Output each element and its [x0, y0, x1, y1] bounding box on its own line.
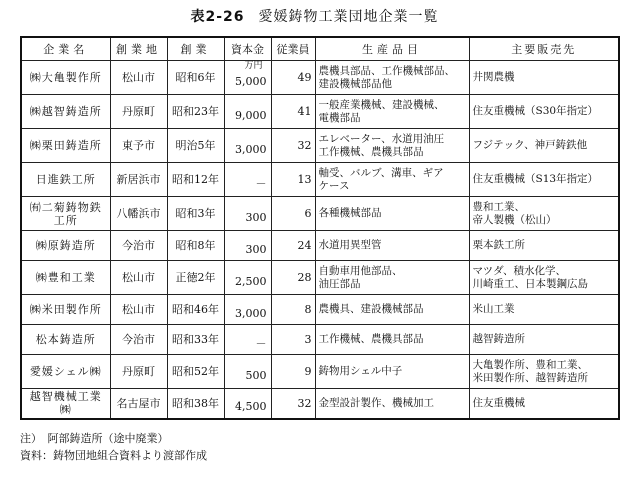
founding-location: 松山市 — [110, 295, 167, 325]
capital-cell — [224, 197, 271, 231]
founding-year: 昭和8年 — [167, 231, 224, 261]
product-line: 油圧部品 — [318, 277, 361, 290]
founding-location: 松山市 — [110, 261, 167, 295]
header-capital: 資本金 — [224, 37, 271, 61]
employee-count: 28 — [271, 261, 315, 295]
product-line: 工作機械、農機具部品 — [318, 145, 424, 158]
employee-count: 41 — [271, 95, 315, 129]
employee-count: 6 — [271, 197, 315, 231]
header-founded: 創業 — [167, 37, 224, 61]
founding-year: 昭和3年 — [167, 197, 224, 231]
capital-cell — [224, 325, 271, 355]
header-customers: 主要販売先 — [469, 37, 619, 61]
header-products: 生産品目 — [315, 37, 469, 61]
founding-year: 正徳2年 — [167, 261, 224, 295]
founding-location: 丹原町 — [110, 95, 167, 129]
products-cell — [315, 355, 469, 389]
table-row — [21, 261, 619, 295]
founding-location: 名古屋市 — [110, 389, 167, 419]
founding-year: 明治5年 — [167, 129, 224, 163]
capital-value: 4,500 — [235, 400, 267, 414]
customers-cell — [469, 261, 619, 295]
products-cell — [315, 61, 469, 95]
customers-cell — [469, 163, 619, 197]
employee-count: 32 — [271, 389, 315, 419]
founding-year: 昭和33年 — [167, 325, 224, 355]
table-row — [21, 325, 619, 355]
table-row — [21, 197, 619, 231]
employee-count: 9 — [271, 355, 315, 389]
product-line: 軸受、バルブ、溝車、ギア — [318, 166, 444, 179]
customer-line: 住友重機械（S30年指定） — [472, 105, 599, 117]
customer-line: 豊和工業、 — [472, 200, 525, 213]
customer-line: 住友重機械 — [472, 396, 525, 409]
product-line: 鋳物用シェル中子 — [318, 365, 403, 377]
products-cell — [315, 95, 469, 129]
customers-cell — [469, 197, 619, 231]
company-name: 愛媛シェル㈱ — [21, 355, 110, 389]
notes — [20, 430, 207, 464]
table-caption: 愛媛鋳物工業団地企業一覧 — [258, 9, 439, 25]
product-line: 金型設計製作、機械加工 — [318, 396, 434, 409]
capital-value: 3,000 — [235, 306, 267, 320]
employee-count: 8 — [271, 295, 315, 325]
products-cell — [315, 197, 469, 231]
product-line: 農機具部品、工作機械部品、 — [318, 64, 455, 77]
capital-cell — [224, 95, 271, 129]
capital-value: 500 — [245, 368, 267, 382]
header-location: 創業地 — [110, 37, 167, 61]
table-row — [21, 295, 619, 325]
employee-count: 13 — [271, 163, 315, 197]
table-row — [21, 61, 619, 95]
customer-line: 越智鋳造所 — [472, 333, 525, 345]
capital-value: 2,500 — [235, 274, 267, 288]
capital-value: － — [255, 176, 267, 190]
capital-cell — [224, 231, 271, 261]
note-line: 注） 阿部鋳造所（途中廃業） — [20, 432, 169, 445]
products-cell — [315, 295, 469, 325]
capital-cell — [224, 355, 271, 389]
products-cell — [315, 163, 469, 197]
customers-cell — [469, 325, 619, 355]
customer-line: 栗本鉄工所 — [472, 239, 525, 251]
customer-line: 米山工業 — [472, 303, 515, 315]
founding-location: 松山市 — [110, 61, 167, 95]
capital-value: 300 — [245, 210, 267, 224]
company-name: ㈱豊和工業 — [21, 261, 110, 295]
customer-line: 帝人製機（松山） — [472, 213, 557, 226]
founding-location: 丹原町 — [110, 355, 167, 389]
customer-line: 川崎重工、日本製鋼広島 — [472, 277, 588, 290]
table-row — [21, 129, 619, 163]
products-cell — [315, 129, 469, 163]
founding-year: 昭和52年 — [167, 355, 224, 389]
capital-cell — [224, 61, 271, 95]
customers-cell — [469, 61, 619, 95]
capital-cell — [224, 389, 271, 419]
customers-cell — [469, 355, 619, 389]
product-line: 農機具、建設機械部品 — [318, 303, 424, 315]
table-row — [21, 355, 619, 389]
customer-line: 住友重機械（S13年指定） — [472, 173, 599, 185]
header-row — [21, 37, 619, 61]
capital-value: 3,000 — [235, 142, 267, 156]
product-line: 一般産業機械、建設機械、 — [318, 98, 445, 111]
capital-cell — [224, 129, 271, 163]
company-name: ㈱栗田鋳造所 — [21, 129, 110, 163]
product-line: ケース — [318, 179, 350, 192]
founding-year: 昭和23年 — [167, 95, 224, 129]
product-line: 自動車用他部品、 — [318, 264, 403, 277]
employee-count: 24 — [271, 231, 315, 261]
header-company: 企業名 — [21, 37, 110, 61]
capital-cell — [224, 295, 271, 325]
products-cell — [315, 325, 469, 355]
company-table — [20, 36, 620, 420]
company-name: ㈱米田製作所 — [21, 295, 110, 325]
product-line: 水道用異型管 — [318, 239, 382, 251]
customer-line: 米田製作所、越智鋳造所 — [472, 371, 588, 384]
founding-location: 今治市 — [110, 231, 167, 261]
table-number: 表2-26 — [190, 9, 245, 25]
company-name: 日進鉄工所 — [21, 163, 110, 197]
founding-year: 昭和6年 — [167, 61, 224, 95]
product-line: 各種機械部品 — [318, 207, 382, 219]
capital-value: 300 — [245, 242, 267, 256]
capital-unit: 万円 — [244, 61, 263, 71]
capital-cell — [224, 261, 271, 295]
table-row — [21, 95, 619, 129]
header-employees: 従業員 — [271, 37, 315, 61]
employee-count: 49 — [271, 61, 315, 95]
capital-value: 9,000 — [235, 108, 267, 122]
capital-value: － — [255, 336, 267, 350]
company-name: 越智機械工業㈱ — [21, 389, 110, 419]
founding-year: 昭和46年 — [167, 295, 224, 325]
customer-line: 大亀製作所、豊和工業、 — [472, 358, 588, 371]
founding-location: 東予市 — [110, 129, 167, 163]
employee-count: 32 — [271, 129, 315, 163]
employee-count: 3 — [271, 325, 315, 355]
products-cell — [315, 261, 469, 295]
founding-year: 昭和12年 — [167, 163, 224, 197]
source-line: 資料：鋳物団地組合資料より渡部作成 — [20, 449, 207, 462]
founding-location: 今治市 — [110, 325, 167, 355]
customer-line: マツダ、積水化学、 — [472, 264, 566, 277]
product-line: 建設機械部品他 — [318, 77, 392, 90]
products-cell — [315, 231, 469, 261]
company-name: ㈱大亀製作所 — [21, 61, 110, 95]
customer-line: 井関農機 — [472, 71, 515, 83]
company-name: ㈲二菊鋳物鉄工所 — [21, 197, 110, 231]
customers-cell — [469, 95, 619, 129]
product-line: エレベーター、水道用油圧 — [318, 132, 445, 145]
table-row — [21, 231, 619, 261]
company-name: ㈱越智鋳造所 — [21, 95, 110, 129]
table-body — [21, 61, 619, 419]
table-title — [0, 6, 629, 26]
product-line: 工作機械、農機具部品 — [318, 333, 424, 345]
founding-location: 新居浜市 — [110, 163, 167, 197]
customers-cell — [469, 389, 619, 419]
company-name: ㈱原鋳造所 — [21, 231, 110, 261]
table-row — [21, 163, 619, 197]
capital-cell — [224, 163, 271, 197]
founding-location: 八幡浜市 — [110, 197, 167, 231]
customers-cell — [469, 295, 619, 325]
customers-cell — [469, 129, 619, 163]
customer-line: フジテック、神戸鋳鉄他 — [472, 139, 588, 151]
product-line: 電機部品 — [318, 111, 361, 124]
products-cell — [315, 389, 469, 419]
founding-year: 昭和38年 — [167, 389, 224, 419]
table-row — [21, 389, 619, 419]
customers-cell — [469, 231, 619, 261]
company-name: 松本鋳造所 — [21, 325, 110, 355]
capital-value: 5,000 — [235, 74, 267, 88]
